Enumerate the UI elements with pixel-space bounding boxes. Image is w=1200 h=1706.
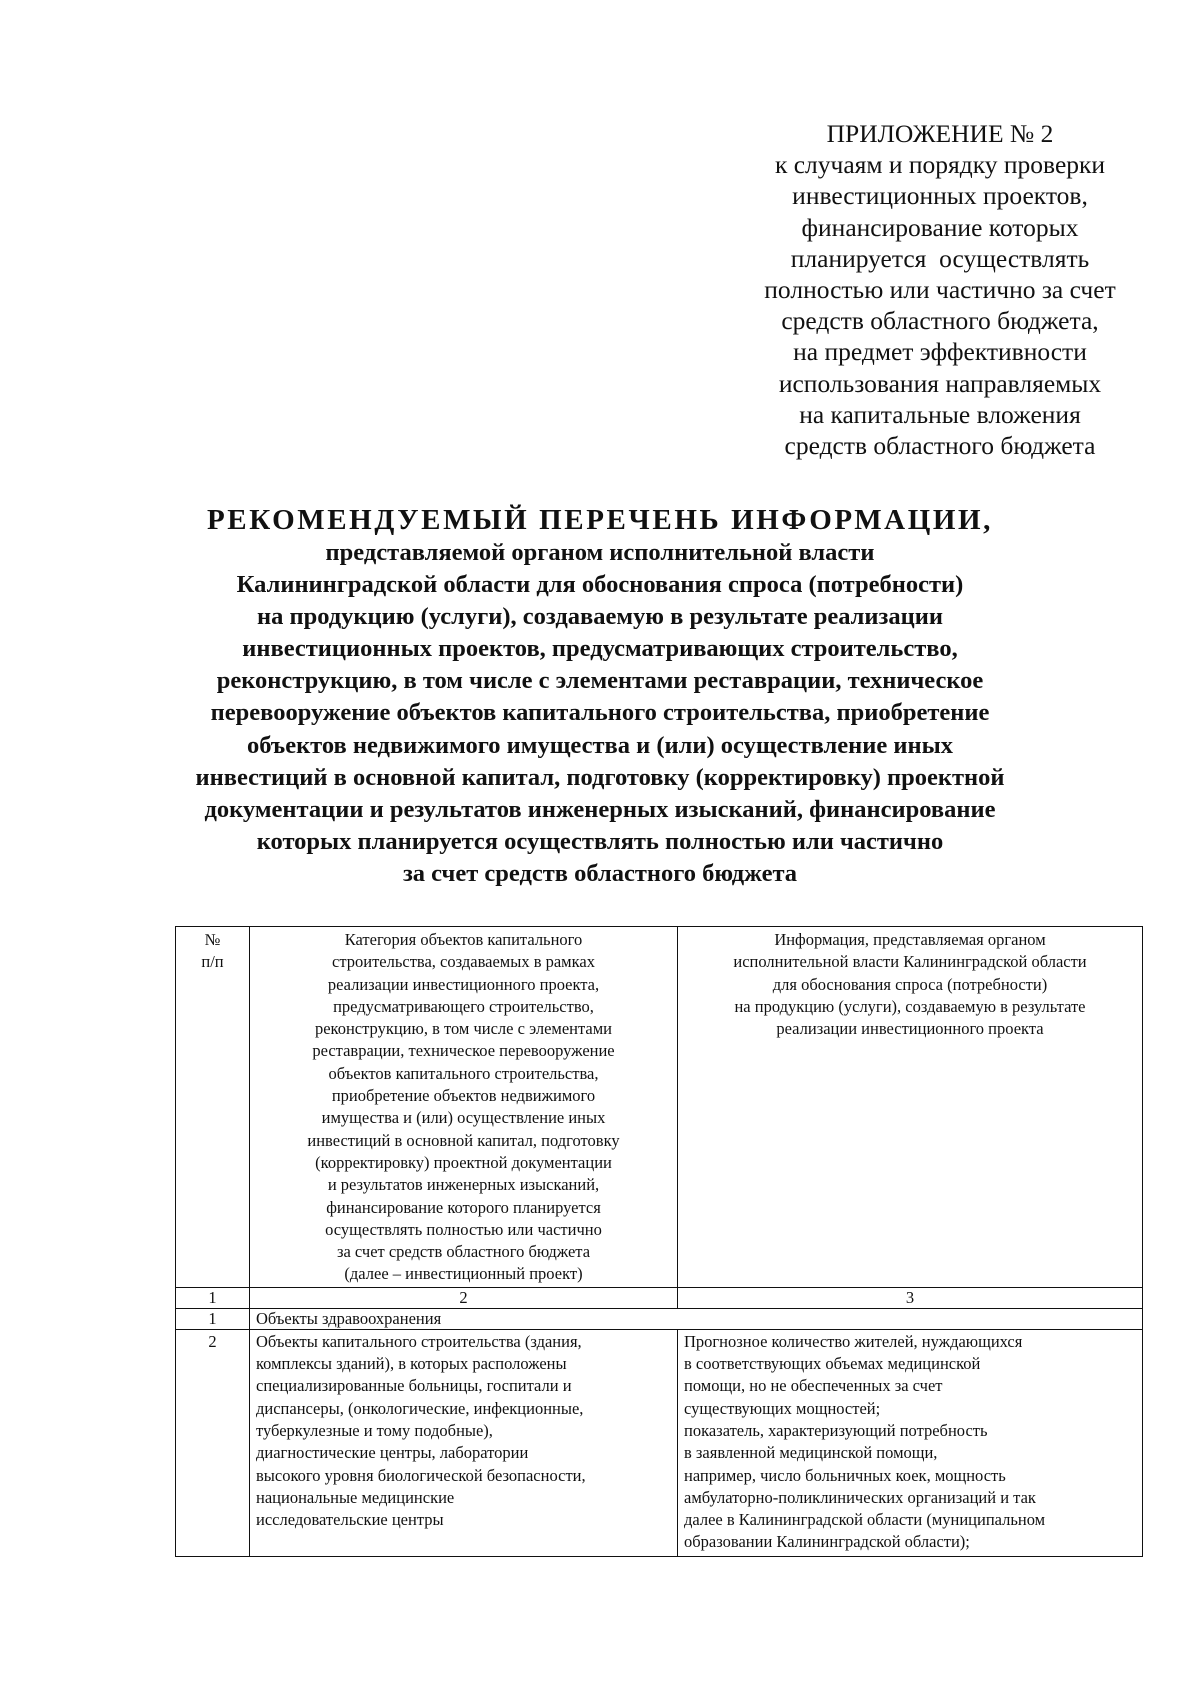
cell-text: диагностические центры, лаборатории [256, 1443, 529, 1463]
table-header-row [176, 927, 1143, 1288]
cell-text: специализированные больницы, госпитали и [256, 1376, 572, 1396]
column-number-row [176, 1287, 1143, 1308]
header-number-cell [176, 927, 250, 1288]
column-number-cell: 3 [678, 1287, 1143, 1308]
row-number-cell: 2 [176, 1329, 250, 1556]
header-text: за счет средств областного бюджета [336, 1242, 591, 1262]
header-text: имущества и (или) осуществление иных [321, 1108, 606, 1128]
cell-text: в заявленной медицинской помощи, [684, 1443, 938, 1463]
row-category-cell [250, 1329, 678, 1556]
cell-text: помощи, но не обеспеченных за счет [684, 1376, 943, 1396]
cell-text: например, число больничных коек, мощность [684, 1465, 1006, 1485]
cell-text: в соответствующих объемах медицинской [684, 1354, 981, 1374]
cell-text: образовании Калининградской области); [684, 1532, 970, 1552]
header-text: п/п [201, 952, 224, 972]
cell-text: Прогнозное количество жителей, нуждающихся [684, 1331, 1023, 1351]
header-text: реализации инвестиционного проекта [776, 1019, 1044, 1039]
header-text: строительства, создаваемых в рамках [332, 952, 595, 972]
header-text: (далее – инвестиционный проект) [344, 1264, 583, 1284]
cell-text: комплексы зданий), в которых расположены [256, 1354, 567, 1374]
cell-text: амбулаторно-поликлинических организаций и так [684, 1487, 1036, 1507]
cell-text: существующих мощностей; [684, 1398, 881, 1418]
header-text: для обоснования спроса (потребности) [772, 974, 1048, 994]
cell-text: Объекты капитального строительства (здания, [256, 1331, 582, 1351]
header-text: объектов капитального строительства, [328, 1063, 599, 1083]
appendix-line: средств областного бюджета, [781, 306, 1099, 336]
column-number-cell: 2 [250, 1287, 678, 1308]
title-line: Калининградской области для обоснования спроса (потребности) [236, 571, 964, 599]
appendix-line: финансирование которых [801, 212, 1079, 242]
appendix-heading [720, 118, 1160, 461]
header-text: № [204, 930, 221, 949]
appendix-line: к случаям и порядку проверки [774, 150, 1106, 180]
cell-text: показатель, характеризующий потребность [684, 1420, 988, 1440]
title-line: которых планируется осуществлять полностью или частично [256, 827, 944, 855]
section-label-cell: Объекты здравоохранения [250, 1308, 1143, 1329]
appendix-line: полностью или частично за счет [764, 275, 1116, 305]
title-line: реконструкцию, в том числе с элементами реставрации, техническое [216, 667, 984, 695]
title-line: документации и результатов инженерных изысканий, финансирование [204, 795, 996, 823]
cell-text: национальные медицинские [256, 1487, 455, 1507]
section-number-cell: 1 [176, 1308, 250, 1329]
title-line: представляемой органом исполнительной власти [325, 539, 875, 566]
appendix-line: ПРИЛОЖЕНИЕ № 2 [826, 119, 1054, 148]
header-text: (корректировку) проектной документации [315, 1152, 612, 1172]
appendix-line: средств областного бюджета [784, 431, 1096, 461]
cell-text: далее в Калининградской области (муниципальном [684, 1510, 1046, 1530]
header-text: осуществлять полностью или частично [325, 1219, 602, 1239]
title-line: на продукцию (услуги), создаваемую в результате реализации [257, 603, 943, 631]
header-information-cell [678, 927, 1143, 1288]
header-text: реконструкцию, в том числе с элементами [314, 1019, 613, 1039]
header-text: Категория объектов капитального [344, 930, 583, 949]
table-row [176, 1329, 1143, 1556]
information-table [175, 926, 1143, 1557]
title-main: РЕКОМЕНДУЕМЫЙ ПЕРЕЧЕНЬ ИНФОРМАЦИИ, [206, 504, 994, 536]
appendix-line: на капитальные вложения [799, 399, 1081, 429]
document-title [150, 503, 1050, 890]
header-text: приобретение объектов недвижимого [331, 1086, 596, 1106]
header-text: реставрации, техническое перевооружение [312, 1041, 615, 1061]
appendix-line: планируется осуществлять [790, 243, 1090, 273]
title-line: инвестиционных проектов, предусматривающих строительство, [242, 635, 958, 663]
title-line: перевооружение объектов капитального строительства, приобретение [210, 699, 990, 727]
title-line: объектов недвижимого имущества и (или) осуществление иных [247, 731, 953, 759]
section-row [176, 1308, 1143, 1329]
header-text: финансирование которого планируется [326, 1197, 601, 1217]
appendix-line: на предмет эффективности [793, 337, 1087, 367]
header-category-cell [250, 927, 678, 1288]
header-text: исполнительной власти Калининградской области [733, 952, 1087, 972]
title-line: инвестиций в основной капитал, подготовку (корректировку) проектной [195, 763, 1005, 791]
header-text: Информация, представляемая органом [774, 930, 1046, 949]
column-number-cell: 1 [176, 1287, 250, 1308]
title-line: за счет средств областного бюджета [402, 859, 798, 887]
row-information-cell [678, 1329, 1143, 1556]
header-text: инвестиций в основной капитал, подготовку [307, 1130, 620, 1150]
header-text: реализации инвестиционного проекта, [327, 974, 600, 994]
header-text: и результатов инженерных изысканий, [327, 1175, 600, 1195]
header-text: на продукцию (услуги), создаваемую в результате [734, 996, 1086, 1016]
appendix-line: инвестиционных проектов, [792, 181, 1088, 211]
cell-text: туберкулезные и тому подобные), [256, 1420, 493, 1440]
appendix-line: использования направляемых [778, 368, 1102, 398]
cell-text: диспансеры, (онкологические, инфекционные, [256, 1398, 584, 1418]
header-text: предусматривающего строительство, [333, 996, 594, 1016]
cell-text: исследовательские центры [256, 1510, 444, 1530]
cell-text: высокого уровня биологической безопасности, [256, 1465, 586, 1485]
